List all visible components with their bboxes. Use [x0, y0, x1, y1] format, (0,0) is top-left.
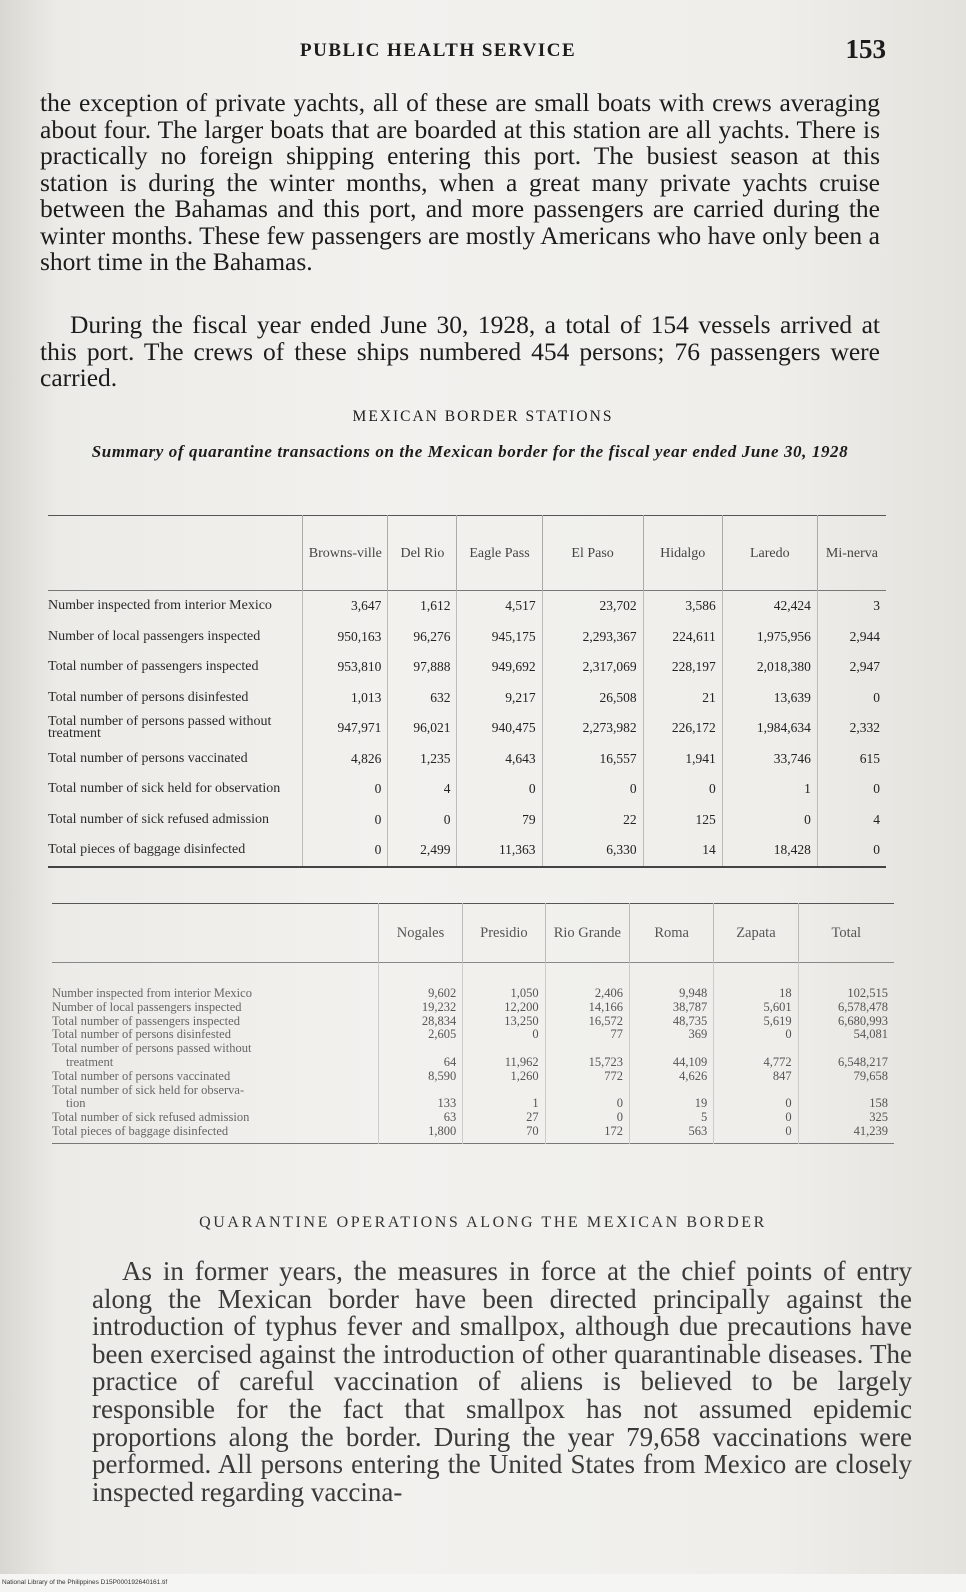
table-cell: 1,260	[510, 1068, 539, 1083]
table-cell: 772	[604, 1068, 623, 1083]
table-row	[48, 591, 886, 622]
table-header-row	[52, 904, 894, 963]
table-header-row	[48, 516, 886, 591]
table-cell: 54,081	[853, 1027, 888, 1042]
table-cell	[469, 1042, 538, 1056]
table-cell: 18,428	[722, 835, 817, 867]
table-caption: Summary of quarantine transactions on the Mexican border for the fiscal year ended June 30, 1928	[91, 442, 849, 461]
column-values	[378, 963, 462, 1144]
table-row	[48, 622, 886, 653]
table-cell: 0	[616, 1096, 623, 1111]
row-label: Number inspected from interior Mexico	[52, 986, 252, 1000]
table-cell: 42,424	[722, 591, 817, 622]
table-cell: 2,018,380	[722, 652, 817, 683]
table-cell: 226,172	[643, 713, 722, 744]
table-cell: 13,639	[722, 683, 817, 714]
table-cell: 26,508	[542, 683, 643, 714]
table-cell: 0	[532, 1027, 539, 1042]
table-cell: 1,800	[428, 1123, 457, 1138]
table-cell: 14,166	[588, 999, 623, 1014]
table-cell: 0	[388, 805, 457, 836]
table-row	[48, 713, 886, 744]
table-cell: 0	[303, 774, 388, 805]
table-cell: 48,735	[672, 1013, 708, 1028]
table-cell	[552, 1084, 623, 1098]
table-cell: 23,702	[542, 591, 643, 622]
table-cell: 5,619	[763, 1013, 792, 1028]
column-values	[629, 963, 713, 1144]
quarantine-operations-paragraph: As in former years, the measures in force at the chief points of entry along the Mexican border have been directed principally against the introduction of typhus fever and smallpox, although due precautions have been exercised against the introduction of other quarantinable diseases. The practice of careful vaccination of aliens is believed to be largely responsible for the fact that smallpox has not assumed epidemic proportions along the border. During the year 79,658 vaccinations were performed. All persons entering the United States from Mexico are closely inspected regarding vaccina-	[92, 1256, 912, 1507]
table-cell: 0	[817, 774, 886, 805]
table-cell: 44,109	[672, 1054, 708, 1069]
table-cell: 632	[388, 683, 457, 714]
column-header: Zapata	[714, 904, 798, 963]
table-cell: 2,947	[817, 652, 886, 683]
table-cell: 96,276	[388, 622, 457, 653]
table-cell: 9,602	[428, 986, 457, 1000]
table-cell: 15,723	[588, 1054, 623, 1069]
stub-header	[48, 516, 303, 591]
table-cell: 563	[688, 1123, 708, 1138]
table-cell: 5,601	[763, 999, 792, 1014]
table-cell: 6,578,478	[838, 999, 888, 1014]
column-header: Mi-nerva	[817, 516, 886, 591]
column-header: Browns-ville	[303, 516, 388, 591]
table-cell: 2,273,982	[542, 713, 643, 744]
table-cell: 18	[779, 986, 792, 1000]
row-labels	[52, 963, 378, 1144]
table-cell: 0	[722, 805, 817, 836]
intro-paragraph-1: the exception of private yachts, all of these are small boats with crews averaging about four. The larger boats that are boarded at this station are all yachts. There is practically no foreign shipping entering this port. The busiest season at this station is during the winter months, when a great many private yachts cruise between the Bahamas and this port, and more passengers are carried during the winter months. These few passengers are mostly Americans who have only been a short time in the Bahamas.	[40, 88, 880, 276]
table-cell	[385, 1042, 456, 1056]
table-row	[48, 835, 886, 867]
table-cell: 4,626	[679, 1068, 708, 1083]
table-cell: 1,050	[510, 986, 539, 1000]
table-cell	[385, 1084, 456, 1098]
table-cell: 228,197	[643, 652, 722, 683]
table-cell: 133	[437, 1096, 457, 1111]
column-header: Del Rio	[388, 516, 457, 591]
column-values	[463, 963, 545, 1144]
table-cell: 0	[785, 1123, 792, 1138]
table-cell: 97,888	[388, 652, 457, 683]
table-cell: 16,557	[542, 744, 643, 775]
table-cell: 1,975,956	[722, 622, 817, 653]
table-cell: 4	[388, 774, 457, 805]
table-cell: 70	[526, 1123, 539, 1138]
column-header: Rio Grande	[545, 904, 629, 963]
table-cell: 945,175	[457, 622, 542, 653]
table-cell: 11,962	[504, 1054, 539, 1069]
table-row	[48, 774, 886, 805]
section-title-quarantine-operations: QUARANTINE OPERATIONS ALONG THE MEXICAN BORDER	[199, 1214, 767, 1231]
table-cell: 325	[869, 1110, 888, 1125]
table-cell: 847	[772, 1068, 792, 1083]
quarantine-table-part-2	[52, 903, 894, 1144]
table-row	[48, 744, 886, 775]
column-header: Hidalgo	[643, 516, 722, 591]
table-cell: 63	[443, 1110, 457, 1125]
table-cell: 4,643	[457, 744, 542, 775]
table-cell: 6,680,993	[838, 1013, 888, 1028]
table-cell: 0	[303, 805, 388, 836]
row-label: Total number of sick held for observa-	[52, 1082, 245, 1097]
table-cell: 96,021	[388, 713, 457, 744]
table-cell: 2,499	[388, 835, 457, 867]
table-cell: 0	[817, 683, 886, 714]
table-cell: 14	[643, 835, 722, 867]
table-cell: 2,944	[817, 622, 886, 653]
table-cell: 0	[542, 774, 643, 805]
table-cell	[720, 1084, 791, 1098]
row-label: Total number of persons vaccinated	[52, 1068, 231, 1083]
table-cell: 1,235	[388, 744, 457, 775]
table-cell: 6,548,217	[838, 1054, 888, 1069]
table-row	[48, 652, 886, 683]
page-number: 153	[845, 34, 886, 64]
table-cell: 1,013	[303, 683, 388, 714]
table-cell: 22	[542, 805, 643, 836]
table-cell: 27	[526, 1110, 539, 1125]
page-header	[300, 34, 886, 68]
table-cell: 41,239	[853, 1123, 888, 1138]
table-cell: 1,612	[388, 591, 457, 622]
column-header: El Paso	[542, 516, 643, 591]
quarantine-table-part-1	[48, 515, 886, 868]
table-cell	[636, 1042, 707, 1056]
table-cell	[469, 1084, 538, 1098]
table-cell: 224,611	[643, 622, 722, 653]
table-row	[48, 805, 886, 836]
table-body-row	[52, 963, 894, 1144]
column-values	[545, 963, 629, 1144]
table-cell: 0	[643, 774, 722, 805]
table-cell: 1	[722, 774, 817, 805]
section-title-mexican-border-stations: MEXICAN BORDER STATIONS	[352, 408, 614, 425]
column-header: Laredo	[722, 516, 817, 591]
row-label: Total number of persons passed without	[52, 1041, 252, 1056]
table-cell: 13,250	[504, 1013, 539, 1028]
row-label: Total pieces of baggage disinfected	[48, 842, 246, 857]
table-cell: 3,647	[303, 591, 388, 622]
table-cell: 4,517	[457, 591, 542, 622]
table-cell	[552, 1042, 623, 1056]
table-cell: 3,586	[643, 591, 722, 622]
table-cell: 949,692	[457, 652, 542, 683]
table-cell: 4,826	[303, 744, 388, 775]
table-cell: 2,332	[817, 713, 886, 744]
column-values	[714, 963, 798, 1144]
table-cell: 64	[443, 1054, 457, 1069]
column-header: Total	[798, 904, 894, 963]
table-cell: 28,834	[421, 1013, 457, 1028]
table-cell: 2,605	[428, 1027, 457, 1042]
table-cell: 615	[817, 744, 886, 775]
table-cell: 79	[457, 805, 542, 836]
table-cell: 3	[817, 591, 886, 622]
row-label: Total number of sick refused admission	[52, 1110, 250, 1125]
table-cell: 940,475	[457, 713, 542, 744]
table-cell: 12,200	[504, 999, 539, 1014]
stub-header	[52, 904, 378, 963]
row-label: Total number of persons disinfested	[48, 689, 249, 705]
table-cell: 38,787	[672, 999, 708, 1014]
table-cell: 0	[785, 1027, 792, 1042]
row-label: Number of local passengers inspected	[48, 628, 261, 644]
table-cell: 77	[610, 1027, 623, 1042]
scan-footer: National Library of the Philippines D15P000192640161.tif	[0, 1574, 966, 1592]
table-cell: 172	[604, 1123, 623, 1138]
row-label: Total pieces of baggage disinfected	[52, 1123, 229, 1138]
table-cell	[636, 1084, 707, 1098]
column-header: Nogales	[378, 904, 462, 963]
table-cell: 2,406	[594, 986, 623, 1000]
row-label: Number of local passengers inspected	[52, 999, 242, 1014]
column-header: Roma	[629, 904, 713, 963]
row-label: Total number of persons passed without treatment	[48, 713, 272, 742]
row-label: Total number of sick held for observation	[48, 781, 281, 796]
table-cell: 16,572	[588, 1013, 623, 1028]
row-label: tion	[66, 1096, 86, 1111]
table-cell: 0	[616, 1110, 623, 1125]
row-label: Total number of persons disinfested	[52, 1027, 231, 1042]
table-cell: 8,590	[428, 1068, 457, 1083]
table-cell: 950,163	[303, 622, 388, 653]
table-cell: 33,746	[722, 744, 817, 775]
table-row	[48, 683, 886, 714]
row-label: treatment	[66, 1054, 114, 1069]
table-cell: 1,984,634	[722, 713, 817, 744]
table-cell	[805, 1042, 888, 1056]
table-cell: 125	[643, 805, 722, 836]
table-cell: 0	[785, 1096, 792, 1111]
column-header: Eagle Pass	[457, 516, 542, 591]
table-cell: 9,948	[679, 986, 708, 1000]
column-header: Presidio	[463, 904, 545, 963]
table-cell: 79,658	[853, 1068, 888, 1083]
intro-paragraph-2: During the fiscal year ended June 30, 1928, a total of 154 vessels arrived at this port. The crews of these ships numbered 454 persons; 76 passengers were carried.	[40, 310, 880, 392]
table-cell: 0	[785, 1110, 792, 1125]
table-cell: 0	[457, 774, 542, 805]
table-cell: 9,217	[457, 683, 542, 714]
table-cell: 4	[817, 805, 886, 836]
table-cell: 6,330	[542, 835, 643, 867]
row-label: Total number of sick refused admission	[48, 811, 270, 827]
table-cell: 11,363	[457, 835, 542, 867]
table-cell: 953,810	[303, 652, 388, 683]
table-cell: 102,515	[847, 986, 888, 1000]
table-cell: 19,232	[421, 999, 457, 1014]
table-cell: 2,317,069	[542, 652, 643, 683]
table-cell: 1,941	[643, 744, 722, 775]
table-cell: 5	[701, 1110, 708, 1125]
table-cell: 158	[869, 1096, 888, 1111]
table-cell: 4,772	[763, 1054, 792, 1069]
table-cell: 19	[694, 1096, 708, 1111]
row-label: Total number of passengers inspected	[52, 1013, 240, 1028]
table-cell	[720, 1042, 791, 1056]
table-cell	[805, 1084, 888, 1098]
row-label: Number inspected from interior Mexico	[48, 598, 272, 613]
table-cell: 0	[817, 835, 886, 867]
table-cell: 947,971	[303, 713, 388, 744]
table-cell: 0	[303, 835, 388, 867]
table-cell: 369	[688, 1027, 708, 1042]
row-label: Total number of passengers inspected	[48, 659, 259, 674]
table-cell: 1	[532, 1096, 539, 1111]
table-cell: 2,293,367	[542, 622, 643, 653]
table-cell: 21	[643, 683, 722, 714]
running-head: PUBLIC HEALTH SERVICE	[300, 40, 577, 61]
row-label: Total number of persons vaccinated	[48, 750, 248, 766]
column-values	[798, 963, 894, 1144]
